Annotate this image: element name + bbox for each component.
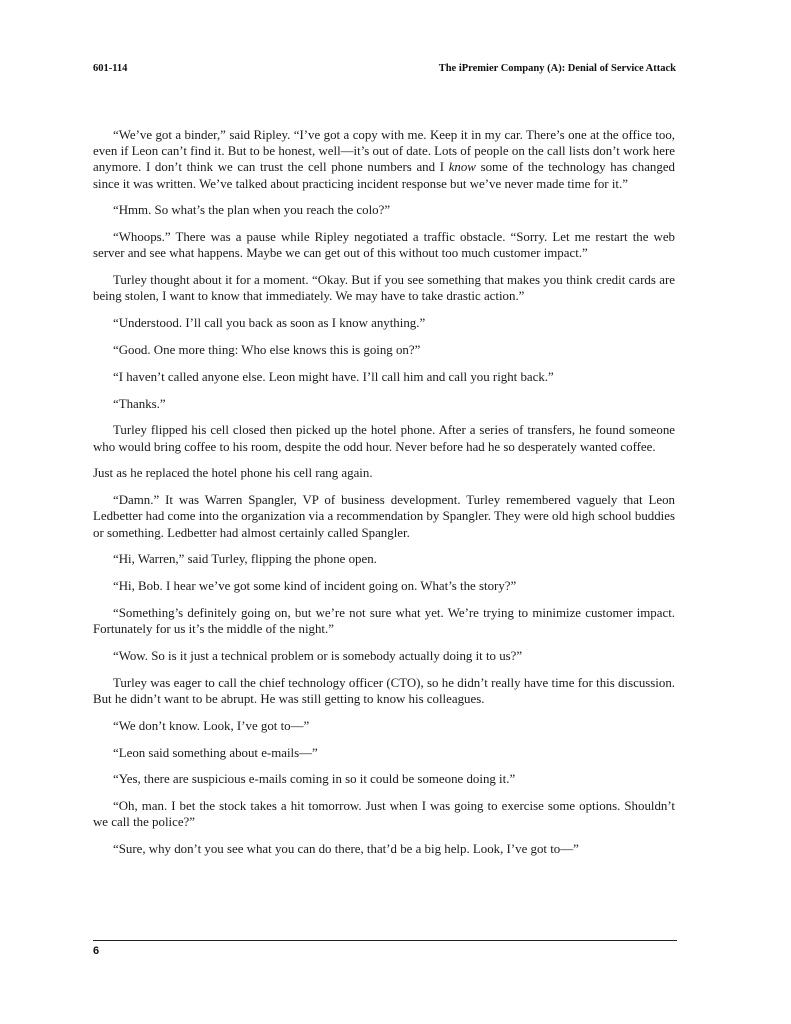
paragraph: “Thanks.” (113, 396, 166, 411)
paragraph: “Hi, Warren,” said Turley, flipping the phone open. (113, 552, 377, 567)
document-title: The iPremier Company (A): Denial of Service Attack (438, 63, 676, 74)
paragraph: “Sure, why don’t you see what you can do there, that’d be a big help. Look, I’ve got to—” (113, 842, 579, 857)
paragraph: “Oh, man. I bet the stock takes a hit tomorrow. Just when I was going to exercise some options. Shouldn’t we call the police?” (93, 799, 675, 830)
paragraph: “Whoops.” There was a pause while Ripley negotiated a traffic obstacle. “Sorry. Let me restart the web server and see what happens. Maybe we can get out of this without too much customer impact.” (93, 230, 675, 261)
paragraph: “Hi, Bob. I hear we’ve got some kind of incident going on. What’s the story?” (113, 579, 517, 594)
paragraph: Turley thought about it for a moment. “Okay. But if you see something that makes you think credit cards are being stolen, I want to know that immediately. We may have to take drastic action.” (93, 273, 675, 304)
paragraph: “Damn.” It was Warren Spangler, VP of business development. Turley remembered vaguely that Leon Ledbetter had come into the organization via a recommendation by Spangler. They were old high school buddies or something. Ledbetter had almost certainly called Spangler. (93, 493, 675, 540)
paragraph: “Yes, there are suspicious e-mails coming in so it could be someone doing it.” (113, 772, 516, 787)
paragraph: “Leon said something about e-mails—” (113, 745, 318, 760)
paragraph: “We’ve got a binder,” said Ripley. “I’ve got a copy with me. Keep it in my car. There’s one at the office too, even if Leon can’t find it. But to be honest, well—it’s out of date. Lots of people on the call lists don’t work here anymore. I don’t think we can trust the cell phone numbers and I know some of the technology has changed since it was written. We’ve talked about practicing incident response but we’ve never made time for it.” (93, 128, 675, 191)
paragraph: “Something’s definitely going on, but we’re not sure what yet. We’re trying to minimize customer impact. Fortunately for us it’s the middle of the night.” (93, 605, 675, 637)
running-header (93, 63, 676, 74)
paragraph: Turley was eager to call the chief technology officer (CTO), so he didn’t really have time for this discussion. But he didn’t want to be abrupt. He was still getting to know his colleagues. (93, 675, 675, 706)
case-number: 601-114 (93, 63, 128, 74)
paragraph: “I haven’t called anyone else. Leon might have. I’ll call him and call you right back.” (113, 369, 554, 384)
paragraph: “Wow. So is it just a technical problem or is somebody actually doing it to us?” (113, 648, 523, 663)
paragraph: “Good. One more thing: Who else knows this is going on?” (113, 343, 421, 357)
paragraph: Just as he replaced the hotel phone his cell rang again. (93, 466, 373, 481)
paragraph: “We don’t know. Look, I’ve got to—” (113, 718, 310, 733)
paragraph: Turley flipped his cell closed then picked up the hotel phone. After a series of transfers, he found someone who would bring coffee to his room, despite the odd hour. Never before had he so desperately wanted coffee. (93, 423, 675, 454)
body-text (93, 127, 675, 868)
page-number: 6 (93, 945, 100, 957)
paragraph: “Hmm. So what’s the plan when you reach the colo?” (113, 203, 391, 218)
paragraph: “Understood. I’ll call you back as soon as I know anything.” (113, 316, 426, 331)
footer-divider (93, 940, 677, 941)
